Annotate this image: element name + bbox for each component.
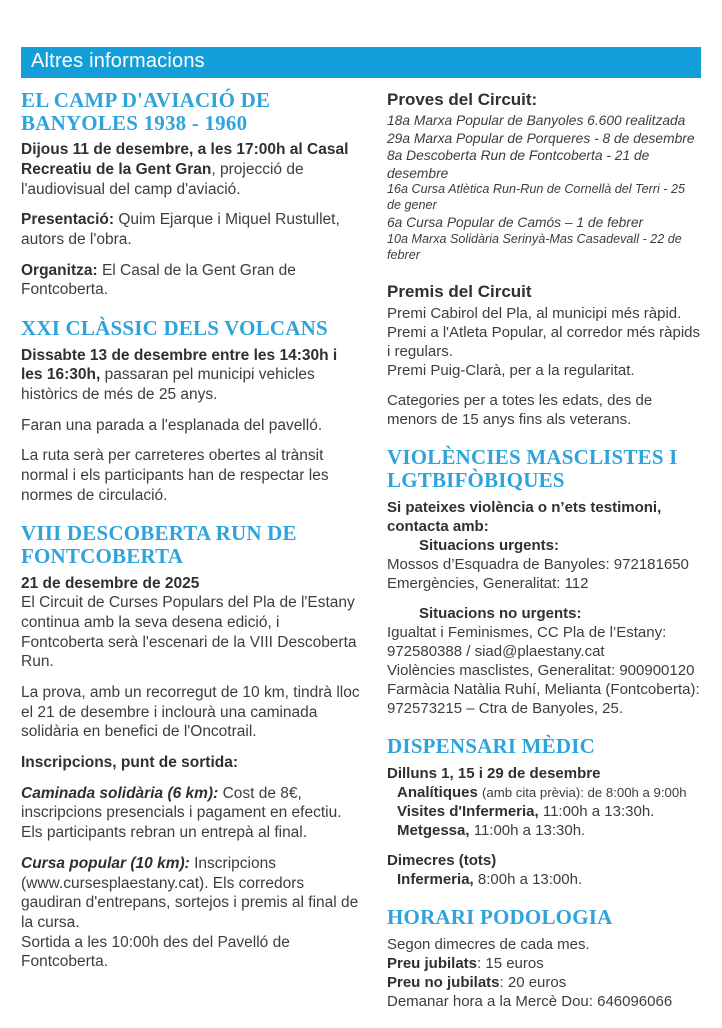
text-run: Metgessa, bbox=[397, 821, 470, 839]
paragraph bbox=[387, 130, 701, 148]
text-run: La ruta serà per carreteres obertes al trànsit normal i els participants han de respectar les normes de circulació. bbox=[21, 447, 329, 504]
right-column bbox=[387, 89, 701, 1028]
text-run: Infermeria, bbox=[397, 871, 474, 889]
text-run: Premi a l'Atleta Popular, al corredor més ràpids i regulars. bbox=[387, 324, 701, 361]
section-title-line: FONTCOBERTA bbox=[21, 544, 184, 569]
paragraph bbox=[387, 992, 701, 1011]
text-run: Dijous 11 de desembre, a les 17:00h al Casal Recreatiu de la Gent Gran bbox=[21, 141, 349, 179]
section-dispensari-medic bbox=[387, 735, 701, 889]
section-camp-aviacio bbox=[21, 89, 363, 300]
section-title bbox=[21, 89, 363, 134]
paragraph bbox=[387, 304, 701, 323]
section-descoberta-run bbox=[21, 522, 363, 971]
paragraph bbox=[387, 391, 701, 429]
text-run: Quim Ejarque i Miquel Rustullet, autors de l'obra. bbox=[21, 211, 340, 249]
section-title-line: DISPENSARI MÈDIC bbox=[387, 734, 595, 759]
paragraph bbox=[387, 323, 701, 361]
text-run: Sortida a les 10:00h des del Pavelló de Fontcoberta. bbox=[21, 933, 290, 971]
section-title-line: VIOLÈNCIES MASCLISTES I bbox=[387, 445, 678, 470]
text-run: Visites d'Infermeria, bbox=[397, 802, 539, 820]
section-title bbox=[21, 522, 363, 567]
text-run: Situacions urgents: bbox=[419, 536, 560, 554]
paragraph bbox=[387, 870, 701, 889]
paragraph bbox=[21, 574, 363, 594]
text-run: Categories per a totes les edats, des de menors de 15 anys fins als veterans. bbox=[387, 392, 653, 429]
paragraph bbox=[387, 954, 701, 973]
paragraph bbox=[387, 232, 701, 264]
paragraph bbox=[21, 140, 363, 199]
paragraph bbox=[21, 346, 363, 405]
paragraph bbox=[387, 604, 701, 623]
text-run: Premi Puig-Clarà, per a la regularitat. bbox=[387, 362, 635, 380]
section-violencies bbox=[387, 446, 701, 718]
text-run: Segon dimecres de cada mes. bbox=[387, 935, 590, 953]
text-run: Els participants rebran un entrepà al final. bbox=[21, 824, 308, 842]
paragraph bbox=[387, 555, 701, 574]
paragraph bbox=[21, 416, 363, 436]
paragraph bbox=[387, 783, 701, 802]
paragraph bbox=[387, 802, 701, 821]
paragraph bbox=[21, 784, 363, 823]
text-run: 11:00h a 13:30h. bbox=[538, 802, 655, 820]
text-run: Demanar hora a la Mercè Dou: 646096066 bbox=[387, 992, 673, 1010]
paragraph bbox=[387, 623, 701, 661]
section-title-line: HORARI PODOLOGIA bbox=[387, 905, 613, 930]
section-title bbox=[387, 735, 701, 758]
section-horari-podologia bbox=[387, 906, 701, 1011]
paragraph bbox=[21, 823, 363, 843]
text-run: 21 de desembre de 2025 bbox=[21, 574, 200, 592]
paragraph bbox=[387, 661, 701, 680]
text-run: : 15 euros bbox=[477, 954, 544, 972]
subheading bbox=[387, 89, 701, 110]
subheading bbox=[387, 281, 701, 302]
text-run: 16a Cursa Atlètica Run-Run de Cornellà del Terri - 25 de gener bbox=[387, 182, 685, 213]
paragraph bbox=[21, 210, 363, 249]
paragraph bbox=[387, 214, 701, 232]
text-run: Proves del Circuit: bbox=[387, 90, 538, 109]
text-run: Situacions no urgents: bbox=[419, 604, 582, 622]
text-run: : 20 euros bbox=[499, 973, 567, 991]
text-run: 6a Cursa Popular de Camós – 1 de febrer bbox=[387, 215, 644, 231]
section-title-line: VIII DESCOBERTA RUN DE bbox=[21, 521, 297, 546]
text-run: Preu jubilats bbox=[387, 954, 478, 972]
text-run: Cursa popular (10 km): bbox=[21, 854, 190, 872]
paragraph bbox=[387, 764, 701, 783]
left-column bbox=[21, 89, 363, 1028]
paragraph bbox=[387, 821, 701, 840]
paragraph bbox=[387, 935, 701, 954]
text-run: (amb cita prèvia): de 8:00h a 9:00h bbox=[482, 784, 687, 800]
text-run: passaran pel municipi vehicles històrics de més de 25 anys. bbox=[21, 366, 315, 404]
text-run: 11:00h a 13:30h. bbox=[469, 821, 586, 839]
header-title: Altres informacions bbox=[31, 50, 205, 72]
text-run: Preu no jubilats bbox=[387, 973, 500, 991]
text-run: El Circuit de Curses Populars del Pla de l'Estany continua amb la seva desena edició, i Fontcoberta serà l'escenari de la VIII Descoberta Run. bbox=[21, 594, 357, 671]
text-run: El Casal de la Gent Gran de Fontcoberta. bbox=[21, 261, 296, 299]
text-run: 8:00h a 13:00h. bbox=[473, 871, 583, 889]
paragraph bbox=[387, 851, 701, 870]
text-run: Inscripcions, punt de sortida: bbox=[21, 754, 239, 772]
text-run: Farmàcia Natàlia Ruhí, Melianta (Fontcoberta): 972573215 – Ctra de Banyoles, 25. bbox=[387, 681, 700, 718]
paragraph bbox=[21, 683, 363, 742]
section-proves-circuit bbox=[387, 89, 701, 264]
text-run: Dissabte 13 de desembre entre les 14:30h i les 16:30h, bbox=[21, 346, 338, 384]
text-run: Emergències, Generalitat: 112 bbox=[387, 574, 589, 592]
text-run: 18a Marxa Popular de Banyoles 6.600 realitzada bbox=[387, 113, 686, 129]
text-run: 29a Marxa Popular de Porqueres - 8 de desembre bbox=[387, 130, 695, 146]
text-run: Presentació: bbox=[21, 211, 119, 229]
text-run: Violències masclistes, Generalitat: 900900120 bbox=[387, 662, 695, 680]
text-run: Premis del Circuit bbox=[387, 281, 532, 301]
text-run: La prova, amb un recorregut de 10 km, tindrà lloc el 21 de desembre i inclourà una caminada solidària en benefici de l'Oncotrail. bbox=[21, 684, 360, 741]
text-run: 10a Marxa Solidària Serinyà-Mas Casadevall - 22 de febrer bbox=[387, 231, 682, 262]
text-run: Dimecres (tots) bbox=[387, 852, 497, 870]
paragraph bbox=[21, 593, 363, 672]
text-run: Si pateixes violència o n’ets testimoni, contacta amb: bbox=[387, 498, 662, 535]
text-run: Premi Cabirol del Pla, al municipi més ràpid. bbox=[387, 305, 682, 323]
header-bar bbox=[21, 47, 701, 78]
text-run: Analítiques bbox=[397, 783, 483, 801]
paragraph bbox=[387, 536, 701, 555]
text-run: Igualtat i Feminismes, CC Pla de l’Estany: 972580388 / siad@plaestany.cat bbox=[387, 623, 667, 660]
text-run: Faran una parada a l'esplanada del pavelló. bbox=[21, 416, 323, 434]
section-title bbox=[387, 446, 701, 491]
paragraph bbox=[387, 147, 701, 182]
paragraph bbox=[387, 680, 701, 718]
content bbox=[21, 89, 701, 1028]
section-title bbox=[21, 317, 363, 340]
section-premis-circuit bbox=[387, 281, 701, 430]
text-run: , projecció de l'audiovisual del camp d'aviació. bbox=[21, 161, 304, 198]
paragraph bbox=[21, 753, 363, 773]
text-run: Cost de 8€, inscripcions presencials i pagament en efectiu. bbox=[21, 784, 342, 822]
text-run: Caminada solidària (6 km): bbox=[21, 784, 219, 802]
text-run: 8a Descoberta Run de Fontcoberta - 21 de desembre bbox=[387, 148, 650, 181]
paragraph bbox=[387, 361, 701, 380]
paragraph bbox=[21, 261, 363, 300]
section-title-line: XXI CLÀSSIC DELS VOLCANS bbox=[21, 316, 328, 341]
text-run: Mossos d’Esquadra de Banyoles: 972181650 bbox=[387, 555, 689, 573]
paragraph bbox=[387, 112, 701, 130]
paragraph bbox=[387, 498, 701, 536]
paragraph bbox=[21, 446, 363, 505]
paragraph bbox=[387, 973, 701, 992]
section-title-line: LGTBIFÒBIQUES bbox=[387, 467, 565, 492]
text-run: Organitza: bbox=[21, 261, 102, 279]
paragraph bbox=[21, 854, 363, 933]
paragraph bbox=[21, 933, 363, 972]
paragraph bbox=[387, 574, 701, 593]
section-title bbox=[387, 906, 701, 929]
section-title-line: EL CAMP D'AVIACIÓ DE bbox=[21, 88, 271, 112]
text-run: Dilluns 1, 15 i 29 de desembre bbox=[387, 764, 601, 782]
paragraph bbox=[387, 182, 701, 214]
text-run: Inscripcions (www.cursesplaestany.cat). Els corredors gaudiran d'entrepans, sortejos i premis al final de la cursa. bbox=[21, 854, 359, 931]
section-classic-volcans bbox=[21, 317, 363, 505]
section-title-line: BANYOLES 1938 - 1960 bbox=[21, 110, 248, 135]
